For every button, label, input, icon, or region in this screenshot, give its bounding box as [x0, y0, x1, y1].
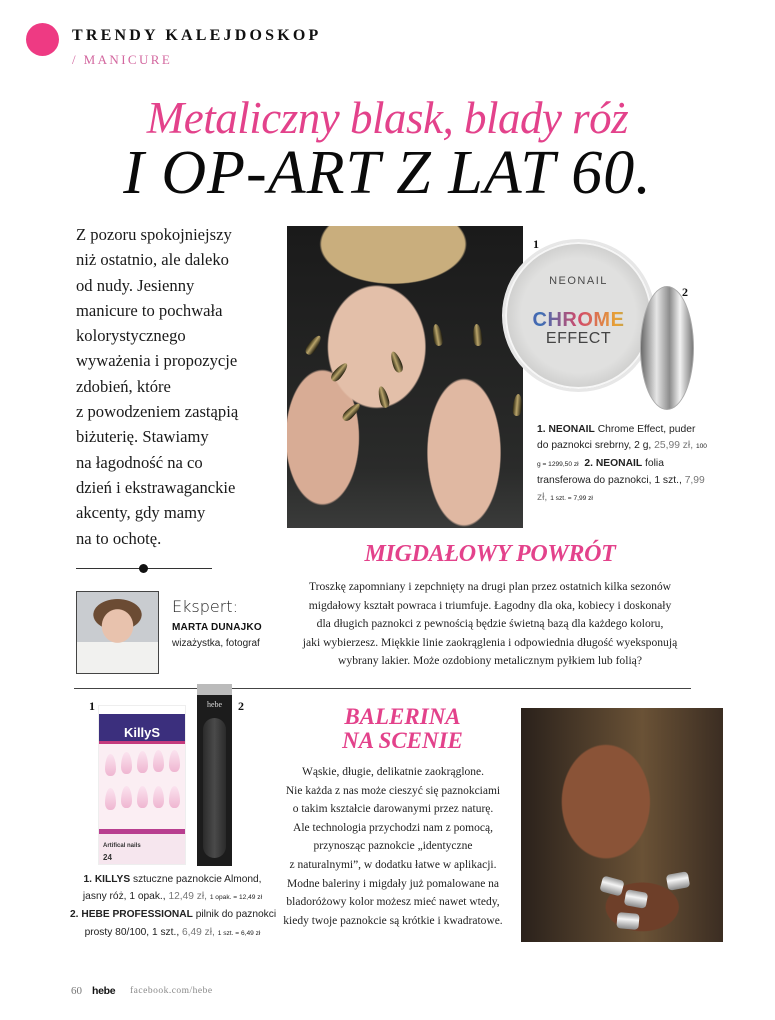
intro-line: z powodzeniem zastąpią — [76, 402, 239, 422]
intro-line: kolorystycznego — [76, 326, 186, 346]
caption-line — [70, 906, 275, 923]
paragraph-line: Wąskie, długie, delikatnie zaokrąglone. — [301, 766, 484, 778]
caption-desc: pilnik do paznokci — [195, 909, 277, 921]
headline-line1: Metaliczny blask, blady róż — [146, 93, 629, 143]
caption-num: 1. — [83, 874, 92, 885]
jar-subtitle: EFFECT — [545, 330, 612, 347]
expert-name: MARTA DUNAJKO — [172, 622, 262, 633]
intro-line: biżuterię. Stawiamy — [76, 427, 209, 447]
caption-brand: NEONAIL — [548, 424, 595, 435]
ring — [616, 912, 639, 930]
paragraph-line: Modne baleriny i migdały już pomalowane na — [286, 877, 500, 890]
intro-line: manicure to pochwała — [76, 300, 223, 320]
intro-line: na to ochotę. — [76, 528, 162, 548]
paragraph-line: z naturalnymi”, w dodatku łatwe w aplikacji. — [289, 858, 497, 871]
nail-shape — [329, 361, 350, 384]
section-title: TRENDY KALEJDOSKOP — [72, 27, 322, 44]
nail-shape — [376, 385, 390, 409]
model-photo-metallic-nails — [287, 226, 523, 528]
product-number: 1 — [89, 699, 95, 713]
nail-shape — [105, 754, 116, 776]
paragraph-line: migdałowy kształt powraca i triumfuje. Łagodny dla oka, kobiecy i doskonały — [308, 598, 672, 612]
section-subtitle: / MANICURE — [72, 52, 173, 67]
caption-price: 12,49 zł, — [168, 891, 207, 903]
expert-photo — [76, 591, 159, 674]
paragraph-line: bladoróżowy kolor możesz mieć nawet wtedy, — [286, 896, 500, 909]
caption-desc: folia transferowa do paznokci, 1 szt., — [537, 457, 682, 487]
product-caption-bottom — [70, 871, 275, 942]
section-heading-balerina — [290, 705, 515, 753]
nail-file — [203, 718, 226, 858]
intro-line: dzień i ekstrawaganckie — [76, 477, 236, 497]
headline-line2: I OP-ART Z LAT 60. — [123, 139, 652, 207]
caption-line — [70, 888, 275, 906]
heading-line: NA SCENIE — [342, 728, 463, 753]
product-caption-top — [537, 422, 707, 507]
heading-line: BALERINA — [344, 704, 461, 729]
divider — [74, 688, 691, 689]
caption-line — [70, 871, 275, 888]
expert-label: Ekspert: — [172, 597, 238, 616]
hebe-file-logo: hebe — [206, 700, 223, 709]
caption-num: 2. — [584, 457, 593, 469]
product-number: 2 — [238, 699, 244, 713]
caption-desc: sztuczne paznokcie Almond, — [132, 874, 262, 885]
nail-shape — [512, 394, 523, 417]
page-number: 60 — [71, 985, 82, 997]
product-number: 1 — [533, 237, 539, 251]
nail-shape — [169, 750, 180, 772]
nail-shape — [105, 788, 116, 810]
paragraph-line: wybrany lakier. Może ozdobiony metalicznym pyłkiem lub folią? — [338, 654, 642, 667]
caption-num: 2. — [70, 909, 79, 921]
chrome-foil-nail — [640, 286, 694, 410]
intro-line: Z pozoru spokojniejszy — [76, 225, 232, 244]
nail-shape — [121, 786, 132, 808]
paragraph-line: dla długich paznokci z pewnością będzie świetną bazą dla każdego koloru, — [316, 617, 664, 630]
caption-brand: KILLYS — [94, 874, 131, 885]
ring — [666, 871, 690, 891]
intro-line: zdobień, które — [76, 376, 171, 396]
nail-shape — [153, 750, 164, 772]
nail-shape — [472, 324, 483, 347]
section-heading-migdalowy: MIGDAŁOWY POWRÓT — [364, 541, 616, 567]
intro-line: akcenty, gdy mamy — [76, 503, 206, 523]
paragraph-line: Nie każda z nas może cieszyć się paznokciami — [285, 784, 501, 797]
nail-shape — [169, 786, 180, 808]
paragraph-line: kiedy twoje paznokcie są krótkie i kwadratowe. — [283, 914, 503, 927]
caption-num: 1. — [537, 424, 546, 435]
caption-line — [70, 924, 275, 942]
nail-shape — [304, 333, 324, 356]
product-number: 2 — [682, 285, 688, 299]
caption-price: 7,99 zł, — [537, 475, 705, 503]
expert-role: wizażystka, fotograf — [172, 638, 260, 649]
intro-line: od nudy. Jesienny — [76, 275, 195, 295]
nail-shape — [137, 786, 148, 808]
paragraph-line: jaki wybierzesz. Miękkie linie zaokrąglenia i odpowiednia długość wyeksponują — [302, 635, 678, 649]
section-dot-icon — [26, 23, 59, 56]
paragraph-line: Ale technologia przychodzi nam z pomocą, — [293, 821, 493, 834]
paragraph-line: Troszkę zapomniany i zepchnięty na drugi plan przez ostatnich kilka sezonów — [308, 580, 672, 593]
intro-line: niż ostatnio, ale daleko — [76, 250, 229, 270]
intro-paragraph — [76, 222, 276, 551]
paragraph-line: przynosząc paznokcie „identyczne — [313, 840, 473, 853]
caption-unit-price: 1 szt. = 6,49 zł — [217, 929, 261, 937]
intro-line: wyważenia i propozycje — [76, 351, 238, 371]
nail-shape — [431, 323, 444, 346]
nail-shape — [121, 752, 132, 774]
caption-desc: prosty 80/100, 1 szt., — [84, 926, 180, 938]
caption-brand: NEONAIL — [595, 457, 643, 469]
killys-logo: KillyS — [123, 725, 161, 740]
caption-desc: jasny róż, 1 opak., — [82, 891, 166, 903]
divider-dot-icon — [139, 564, 148, 573]
caption-price: 25,99 zł, — [654, 440, 694, 452]
balerina-paragraph — [268, 763, 518, 930]
jar-title: CHROME — [502, 309, 655, 332]
nail-shape — [341, 401, 363, 423]
ring — [624, 889, 648, 909]
caption-brand: HEBE PROFESSIONAL — [81, 909, 193, 921]
paragraph-line: o takim kształcie darowanymi przez naturę. — [292, 803, 494, 816]
migdalowy-paragraph — [276, 578, 704, 671]
footer-brand-logo: hebe — [92, 985, 116, 997]
ring — [599, 875, 624, 896]
caption-unit-price: 100 g = 1299,50 zł — [537, 443, 707, 468]
nail-shape — [389, 350, 405, 374]
caption-unit-price: 1 szt. = 7,99 zł — [550, 494, 593, 502]
caption-price: 6,49 zł, — [182, 926, 215, 938]
caption-unit-price: 1 opak. = 12,49 zł — [209, 894, 263, 902]
intro-line: na łagodność na co — [76, 452, 203, 472]
caption-desc: Chrome Effect, puder do paznokci srebrny, 2 g, — [537, 424, 696, 452]
footer-facebook-link[interactable]: facebook.com/hebe — [130, 986, 213, 996]
killys-count: 24 — [103, 853, 112, 862]
nail-shape — [137, 751, 148, 773]
jar-brand: NEONAIL — [549, 275, 608, 287]
killys-package-text: Artifical nails — [103, 843, 141, 849]
model-photo-nude-nails — [521, 708, 723, 942]
nail-shape — [153, 786, 164, 808]
